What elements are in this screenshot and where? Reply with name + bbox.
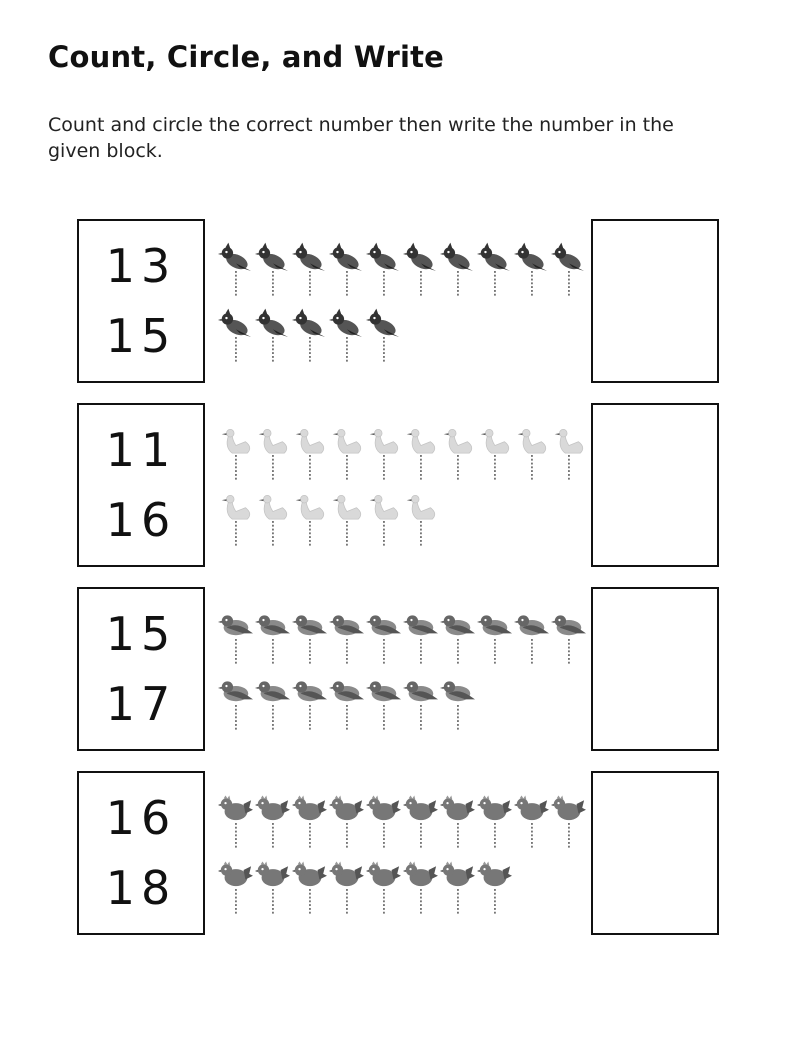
counting-row-3	[0, 587, 794, 751]
number-choice-box	[77, 219, 205, 383]
bird-icon	[550, 241, 586, 301]
hen-icon	[439, 859, 475, 919]
bird-icon	[365, 241, 401, 301]
worksheet-title: Count, Circle, and Write	[48, 40, 445, 74]
pigeon-icon	[402, 609, 438, 669]
bird-icon	[291, 307, 327, 367]
number-choice-box	[77, 587, 205, 751]
swan-icon	[254, 491, 290, 551]
number-option-top[interactable]: 16	[105, 791, 177, 845]
counting-row-4	[0, 771, 794, 935]
swan-icon	[402, 491, 438, 551]
bird-icon	[291, 241, 327, 301]
bird-icon	[254, 241, 290, 301]
swan-icon	[217, 491, 253, 551]
pigeon-icon	[476, 609, 512, 669]
number-option-bottom[interactable]: 17	[105, 677, 177, 731]
bird-icon	[513, 241, 549, 301]
bird-icon	[476, 241, 512, 301]
hen-icon	[476, 859, 512, 919]
animal-line-top	[217, 793, 589, 855]
answer-write-box[interactable]	[591, 771, 719, 935]
pigeon-icon	[254, 675, 290, 735]
animal-line-top	[217, 425, 589, 487]
swan-icon	[476, 425, 512, 485]
hen-icon	[217, 859, 253, 919]
hen-icon	[513, 793, 549, 853]
bird-icon	[217, 307, 253, 367]
counting-row-2	[0, 403, 794, 567]
hen-icon	[365, 859, 401, 919]
swan-icon	[439, 425, 475, 485]
swan-icon	[365, 425, 401, 485]
hen-icon	[402, 793, 438, 853]
bird-icon	[254, 307, 290, 367]
hen-icon	[328, 793, 364, 853]
swan-icon	[328, 425, 364, 485]
pigeon-icon	[328, 609, 364, 669]
counting-row-1	[0, 219, 794, 383]
bird-icon	[328, 307, 364, 367]
swan-icon	[254, 425, 290, 485]
pigeon-icon	[439, 609, 475, 669]
animal-line-bottom	[217, 491, 589, 553]
hen-icon	[291, 793, 327, 853]
animal-line-bottom	[217, 675, 589, 737]
pigeon-icon	[550, 609, 586, 669]
number-option-bottom[interactable]: 15	[105, 309, 177, 363]
bird-icon	[217, 241, 253, 301]
hen-icon	[291, 859, 327, 919]
pigeon-icon	[365, 609, 401, 669]
number-option-top[interactable]: 13	[105, 239, 177, 293]
pigeon-icon	[365, 675, 401, 735]
swan-icon	[291, 491, 327, 551]
pigeon-icon	[402, 675, 438, 735]
answer-write-box[interactable]	[591, 587, 719, 751]
pigeon-icon	[217, 675, 253, 735]
animal-line-bottom	[217, 307, 589, 369]
hen-icon	[328, 859, 364, 919]
swan-icon	[217, 425, 253, 485]
hen-icon	[476, 793, 512, 853]
swan-icon	[550, 425, 586, 485]
swan-icon	[513, 425, 549, 485]
bird-icon	[402, 241, 438, 301]
hen-icon	[439, 793, 475, 853]
swan-icon	[291, 425, 327, 485]
animal-line-top	[217, 241, 589, 303]
bird-icon	[439, 241, 475, 301]
number-option-bottom[interactable]: 18	[105, 861, 177, 915]
pigeon-icon	[217, 609, 253, 669]
pigeon-icon	[439, 675, 475, 735]
pigeon-icon	[254, 609, 290, 669]
number-option-bottom[interactable]: 16	[105, 493, 177, 547]
pigeon-icon	[291, 675, 327, 735]
number-option-top[interactable]: 11	[105, 423, 177, 477]
hen-icon	[402, 859, 438, 919]
number-choice-box	[77, 403, 205, 567]
worksheet-instructions: Count and circle the correct number then write the number in the given block.	[48, 114, 674, 162]
answer-write-box[interactable]	[591, 403, 719, 567]
hen-icon	[365, 793, 401, 853]
hen-icon	[550, 793, 586, 853]
hen-icon	[254, 859, 290, 919]
animal-line-bottom	[217, 859, 589, 921]
number-choice-box	[77, 771, 205, 935]
hen-icon	[217, 793, 253, 853]
pigeon-icon	[513, 609, 549, 669]
swan-icon	[402, 425, 438, 485]
swan-icon	[328, 491, 364, 551]
answer-write-box[interactable]	[591, 219, 719, 383]
bird-icon	[328, 241, 364, 301]
pigeon-icon	[328, 675, 364, 735]
swan-icon	[365, 491, 401, 551]
pigeon-icon	[291, 609, 327, 669]
bird-icon	[365, 307, 401, 367]
animal-line-top	[217, 609, 589, 671]
number-option-top[interactable]: 15	[105, 607, 177, 661]
hen-icon	[254, 793, 290, 853]
